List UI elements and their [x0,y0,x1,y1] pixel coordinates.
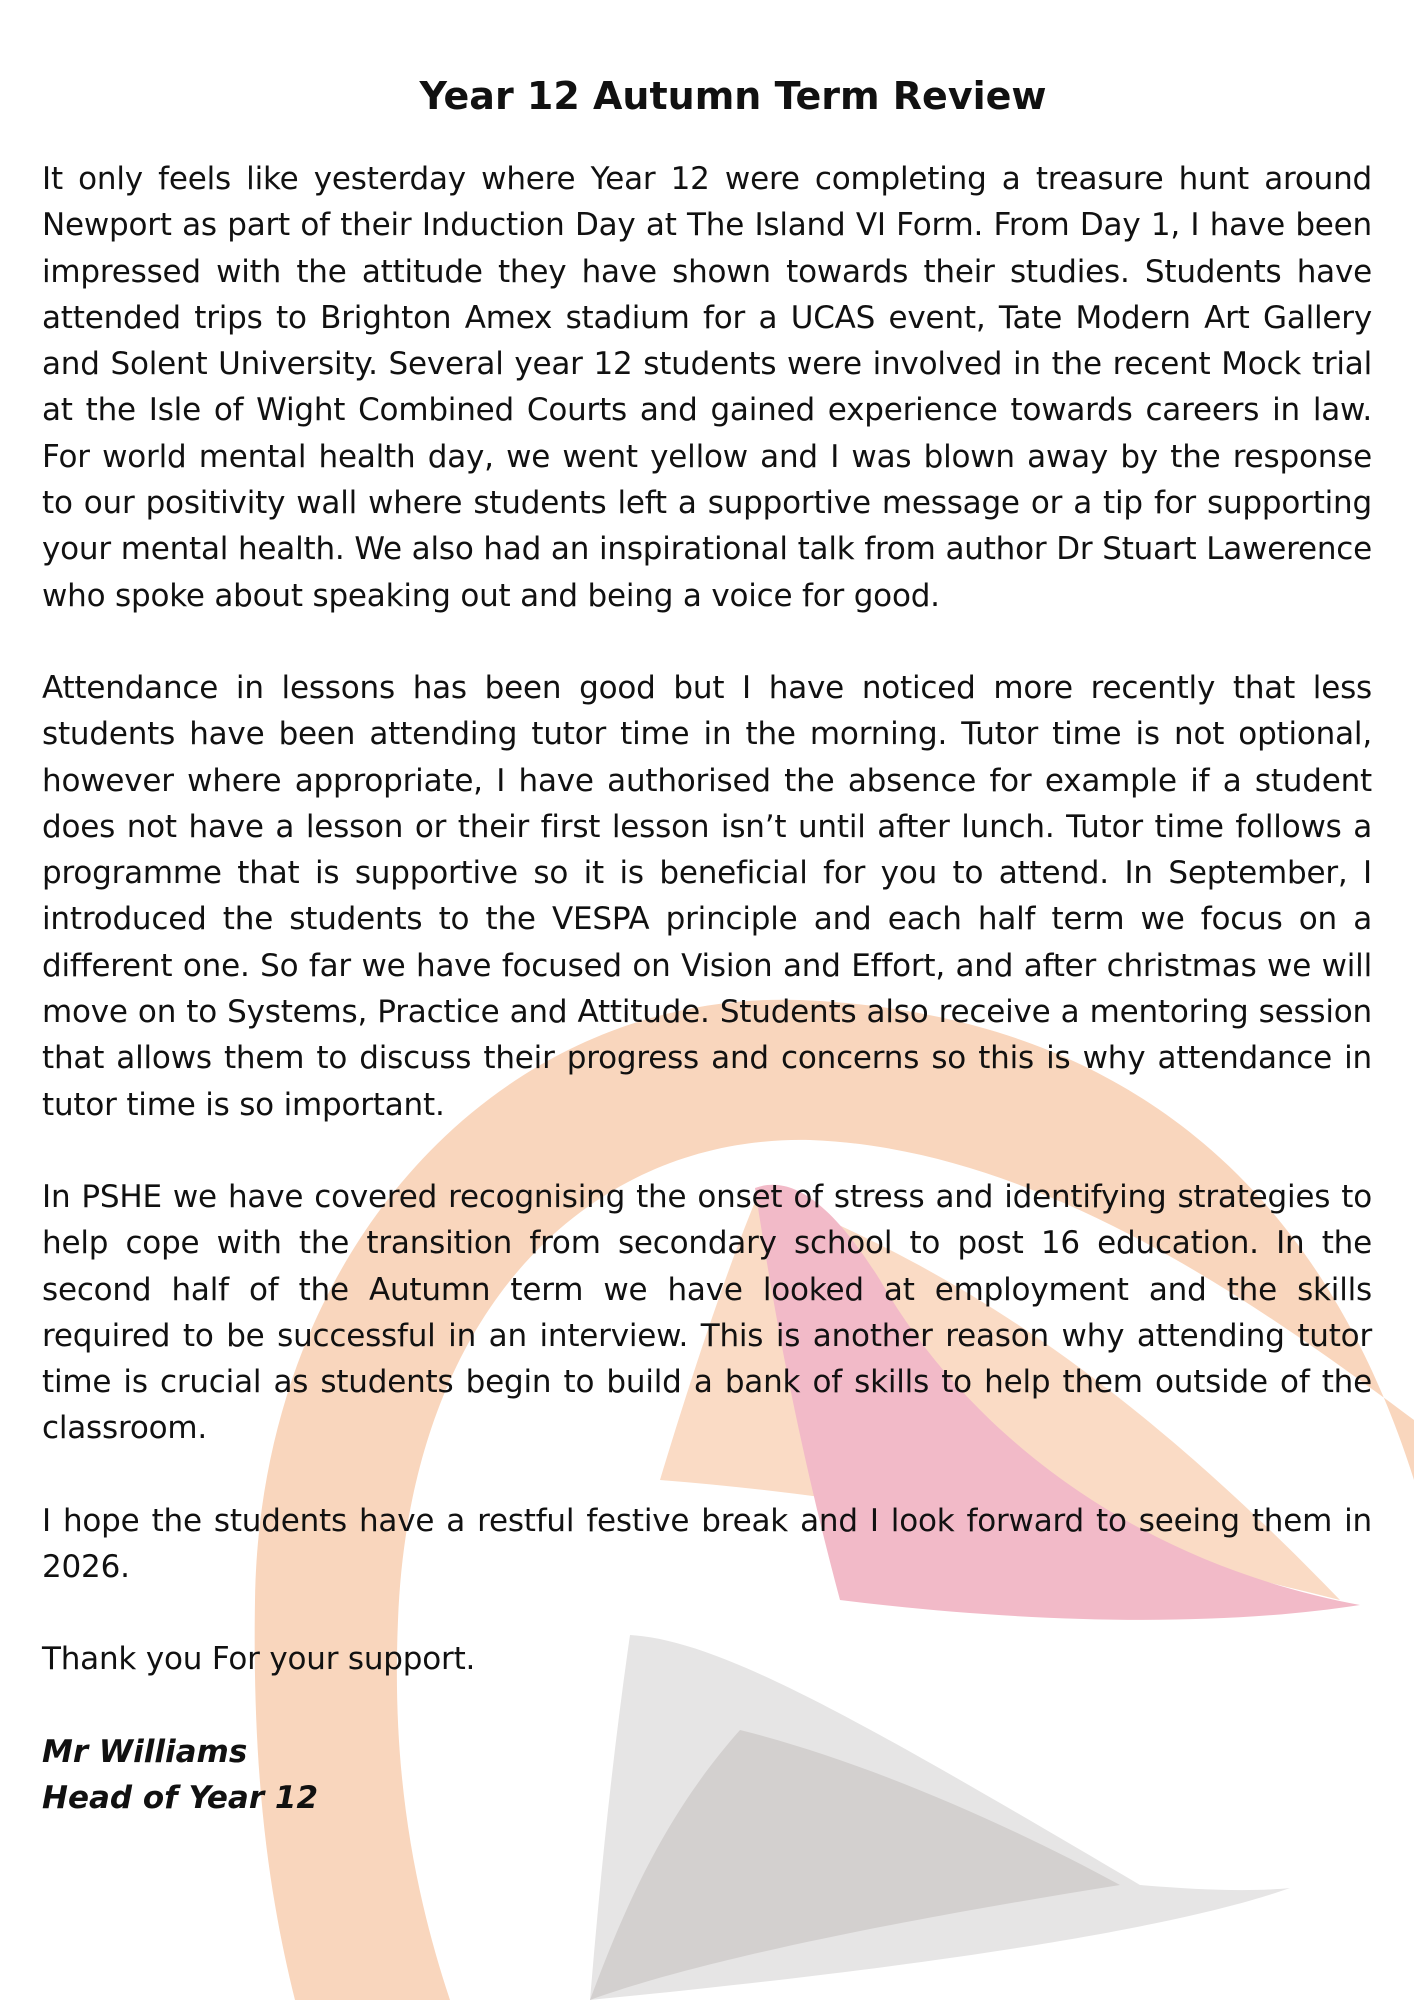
signature-role: Head of Year 12 [42,1779,319,1816]
signature-name: Mr Williams [42,1733,248,1770]
paragraph-thanks: Thank you For your support. [42,1641,476,1678]
paragraph-attendance: Attendance in lessons has been good but I have noticed more recently that less students have been attending tutor time in the morning. Tutor time is not optional, however where appropriate, I have authorised the absence for example if a student does not have a lesson or their first lesson isn’t until after lunch. Tutor time follows a programme that is supportive so it is beneficial for you to attend. In September, I introduced the students to the VESPA principle and each half term we focus on a different one. So far we have focused on Vision and Effort, and after christmas we will move on to Systems, Practice and Attitude. Students also receive a mentoring session that allows them to discuss their progress and concerns so this is why attendance in tutor time is so important. [42,669,1372,1123]
paragraph-festive-wishes: I hope the students have a restful festive break and I look forward to seeing them in 2026. [42,1502,1372,1586]
document-page [42,68,1372,1821]
paragraph-pshe: In PSHE we have covered recognising the onset of stress and identifying strategies to help cope with the transition from secondary school to post 16 education. In the second half of the Autumn term we have looked at employment and the skills required to be successful in an interview. This is another reason why attending tutor time is crucial as students begin to build a bank of skills to help them outside of the classroom. [42,1178,1372,1447]
paragraph-term-highlights: It only feels like yesterday where Year 12 were completing a treasure hunt around Newport as part of their Induction Day at The Island VI Form. From Day 1, I have been impressed with the attitude they have shown towards their studies. Students have attended trips to Brighton Amex stadium for a UCAS event, Tate Modern Art Gallery and Solent University. Several year 12 students were involved in the recent Mock trial at the Isle of Wight Combined Courts and gained experience towards careers in law. For world mental health day, we went yellow and I was blown away by the response to our positivity wall where students left a supportive message or a tip for supporting your mental health. We also had an inspirational talk from author Dr Stuart Lawerence who spoke about speaking out and being a voice for good. [42,161,1372,614]
page-title: Year 12 Autumn Term Review [419,74,1047,118]
